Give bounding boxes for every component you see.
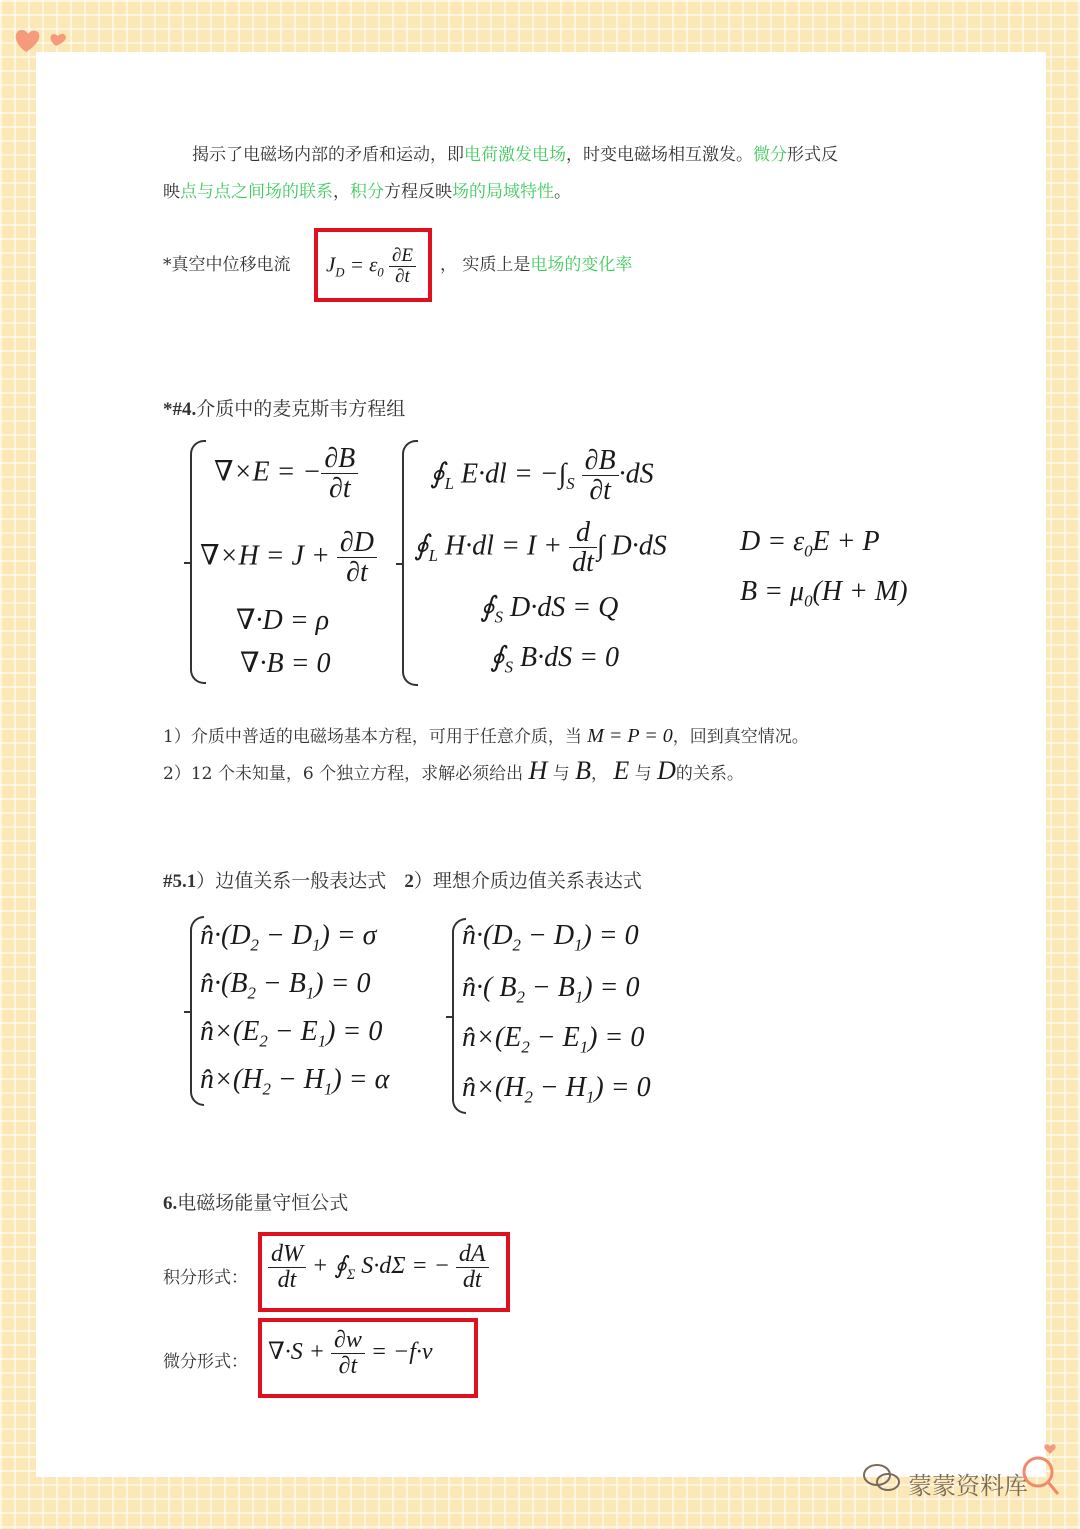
section-4-note-2: 2）12 个未知量，6 个独立方程，求解必须给出 H 与 B， E 与 D的关系。	[163, 756, 744, 785]
displacement-note	[440, 250, 632, 275]
watermark-text: 蒙蒙资料库	[908, 1472, 1028, 1500]
section-5-title: #5.1）边值关系一般表达式 2）理想介质边值关系表达式	[163, 870, 642, 892]
note-math: B	[575, 756, 591, 785]
boundary-b-ideal: n̂·( $B_2 - B_1) = 0$	[462, 972, 640, 1007]
note-math: H	[528, 756, 548, 785]
gauss-d-integral: $∮_S$ D·dS = Q	[480, 592, 619, 627]
div-d-equation: ∇·D = ρ	[236, 605, 330, 636]
highlight-text: 电荷激发电场	[464, 145, 566, 165]
curl-e-equation: ∇×E = − $\frac{\partial B}{\partial t}$	[214, 444, 358, 504]
boundary-d-ideal: $n̂\cdot(D_2 - D_1) = 0$	[462, 920, 639, 955]
displacement-formula-box	[314, 228, 432, 302]
constitutive-d: $D = \varepsilon_0E + P$	[740, 526, 880, 561]
integral-form-label: 积分形式：	[163, 1268, 248, 1288]
intro-line-1	[192, 140, 838, 165]
boundary-h-ideal: $n̂\times(H_2 - H_1) = 0$	[462, 1072, 651, 1107]
formula-symbol: J	[326, 252, 336, 277]
energy-integral-formula: $\frac{dW}{dt}$ + $∮_\Sigma$ S·dΣ = − $\frac{dA}{dt}$	[268, 1242, 489, 1293]
formula-symbol: = ε	[344, 252, 378, 277]
displacement-formula: $J_D = \varepsilon_0$ $\frac{\partial E}{\partial t}$	[326, 246, 416, 287]
intro-text: ，时变电磁场相互激发。	[566, 145, 753, 165]
curl-h-equation: ∇×H = J + $\frac{\partial D}{\partial t}$	[200, 528, 377, 588]
faraday-integral: $∮_L$ $E\cdot dl = -\int_S$ $\frac{\partial B}{\partial t}$ ·dS	[430, 445, 654, 507]
note-math: E	[613, 756, 630, 785]
highlight-text: 点与点之间场的联系	[180, 182, 333, 202]
gauss-b-integral: $∮_S$ B·dS = 0	[490, 642, 619, 677]
magnifier-icon	[1016, 1440, 1066, 1500]
section-4-note-1: 1）介质中普适的电磁场基本方程，可用于任意介质，当 M = P = 0，回到真空情况。	[163, 725, 809, 747]
intro-text: 揭示了电磁场内部的矛盾和运动，即	[192, 145, 464, 165]
intro-text: 方程反映	[384, 182, 452, 202]
boundary-e-ideal: $n̂\times(E_2 - E_1) = 0$	[462, 1022, 645, 1057]
section-4-title: *#4.介质中的麦克斯韦方程组	[163, 398, 406, 420]
intro-text: 。	[554, 182, 571, 202]
energy-differential-formula: ∇·S + $\frac{\partial w}{\partial t}$ = −f·v	[268, 1327, 433, 1380]
intro-line-2	[163, 177, 571, 202]
intro-text: 形式反	[787, 145, 838, 165]
note-math: D	[657, 756, 676, 785]
formula-subscript: D	[335, 265, 345, 280]
highlight-text: 微分	[753, 145, 787, 165]
wechat-icon	[862, 1462, 902, 1494]
note-math: M = P = 0	[587, 725, 673, 747]
intro-text: ，	[333, 182, 350, 202]
boundary-h-general: $n̂\times(H_2 - H_1) = \alpha$	[200, 1064, 390, 1099]
div-b-equation: ∇·B = 0	[240, 648, 331, 679]
note-text: ， 实质上是	[440, 255, 531, 275]
highlight-text: 积分	[350, 182, 384, 202]
differential-form-label: 微分形式：	[163, 1352, 248, 1372]
boundary-b-general: $n̂\cdot(B_2 - B_1) = 0$	[200, 968, 371, 1003]
displacement-label: *真空中位移电流	[163, 255, 291, 275]
ampere-integral: $∮_L$ H·dl = I + $\frac{d}{dt}$ ∫ D·dS	[414, 517, 667, 579]
highlight-text: 场的局域特性	[452, 182, 554, 202]
constitutive-b: $B = \mu_0(H + M)$	[740, 576, 908, 611]
boundary-d-general: $n̂\cdot(D_2 - D_1) = \sigma$	[200, 920, 377, 955]
section-6-title: 6.电磁场能量守恒公式	[163, 1192, 349, 1214]
intro-text: 映	[163, 182, 180, 202]
integral-form-box	[258, 1232, 510, 1312]
boundary-e-general: $n̂\times(E_2 - E_1) = 0$	[200, 1016, 383, 1051]
differential-form-box	[258, 1318, 478, 1398]
highlight-text: 电场的变化率	[530, 255, 633, 275]
formula-fraction: $\frac{\partial E}{\partial t}$	[389, 246, 416, 287]
